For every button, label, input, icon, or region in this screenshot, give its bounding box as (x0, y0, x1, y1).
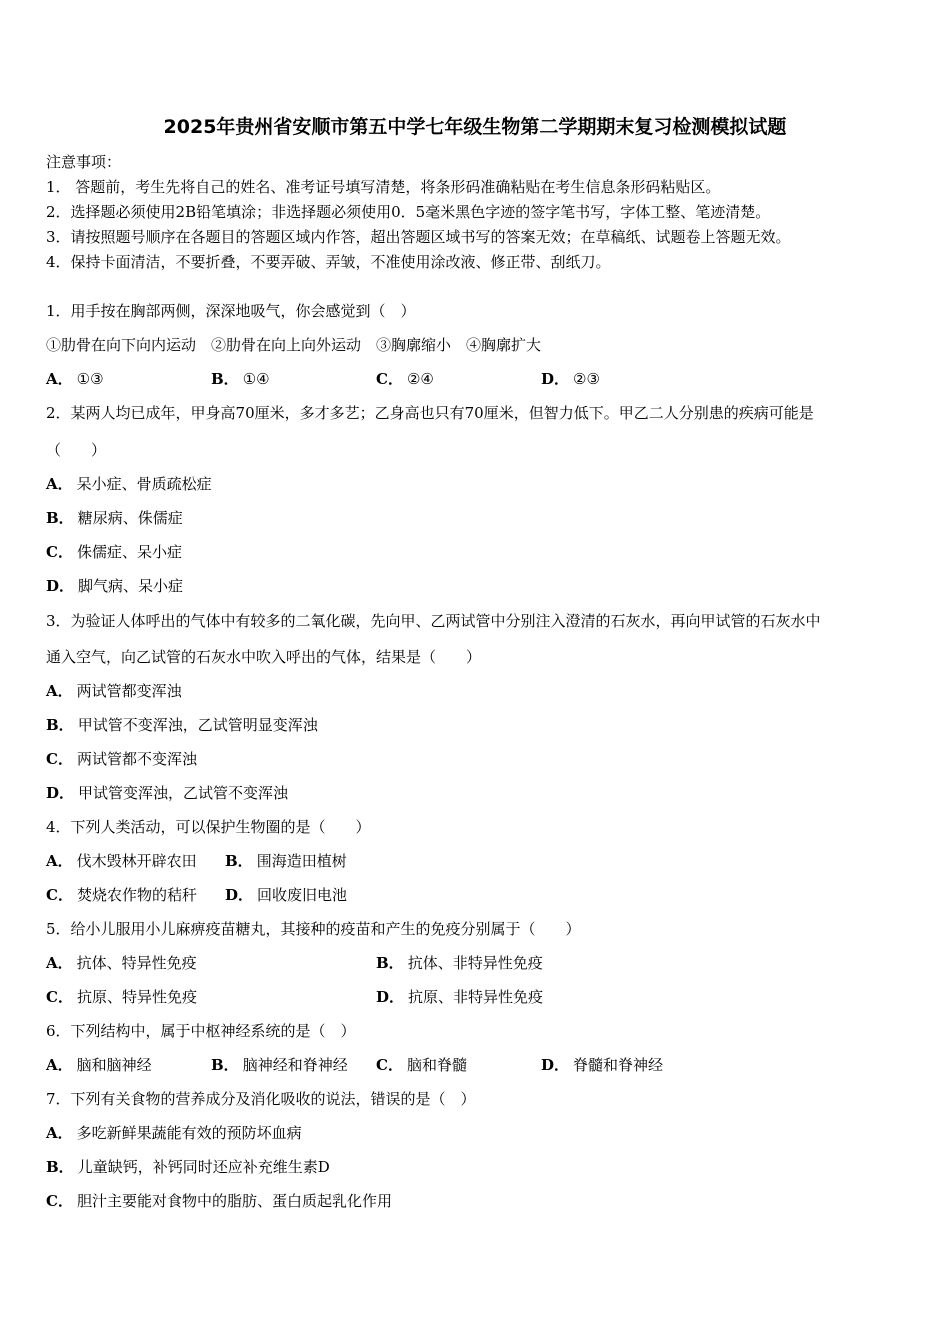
option-letter: A． (46, 682, 73, 700)
option-letter: C． (376, 1056, 403, 1074)
option-text: 侏儒症、呆小症 (76, 543, 182, 561)
question-stem: 3．为验证人体呼出的气体中有较多的二氧化碳，先向甲、乙两试管中分别注入澄清的石灰水，再向甲试管的石灰水中 (46, 612, 821, 630)
option-letter: C． (46, 886, 73, 904)
option-text: 脑和脑神经 (76, 1056, 152, 1074)
option-c (376, 1055, 467, 1075)
option-letter: B． (46, 716, 74, 734)
option-b (46, 715, 318, 735)
option-letter: B． (46, 1158, 74, 1176)
option-d (541, 369, 600, 389)
notice-item: 1． 答题前，考生先将自己的姓名、准考证号填写清楚，将条形码准确粘贴在考生信息条形码粘贴区。 (46, 178, 721, 196)
option-letter: B． (225, 852, 253, 870)
option-letter: D． (541, 1056, 570, 1074)
option-c (46, 749, 197, 769)
option-a (46, 681, 182, 701)
question-stem: 5．给小儿服用小儿麻痹疫苗糖丸，其接种的疫苗和产生的免疫分别属于（ ） (46, 920, 581, 938)
option-text: 伐木毁林开辟农田 (76, 852, 197, 870)
question-stem-cont: （ ） (46, 441, 107, 459)
question-stem: 4．下列人类活动，可以保护生物圈的是（ ） (46, 818, 371, 836)
option-text: 胆汁主要能对食物中的脂肪、蛋白质起乳化作用 (76, 1192, 392, 1210)
option-letter: D． (541, 370, 570, 388)
notice-heading: 注意事项： (46, 153, 122, 171)
option-text: 两试管都变浑浊 (76, 682, 182, 700)
option-text: ②④ (406, 370, 434, 388)
option-a (46, 1123, 302, 1143)
option-a (46, 369, 104, 389)
option-text: 脑和脊髓 (406, 1056, 467, 1074)
option-letter: A． (46, 852, 73, 870)
option-b (46, 508, 183, 528)
question-extra: ①肋骨在向下向内运动 ②肋骨在向上向外运动 ③胸廓缩小 ④胸廓扩大 (46, 336, 542, 354)
option-d (541, 1055, 663, 1075)
option-b (225, 851, 347, 871)
option-c (46, 885, 197, 905)
option-letter: D． (225, 886, 254, 904)
option-b (211, 1055, 348, 1075)
option-b (376, 953, 543, 973)
option-text: 甲试管变浑浊，乙试管不变浑浊 (78, 784, 289, 802)
notice-item: 2．选择题必须使用2B铅笔填涂；非选择题必须使用0．5毫米黑色字迹的签字笔书写，字体工整、笔迹清楚。 (46, 203, 771, 221)
option-text: 抗原、非特异性免疫 (408, 988, 544, 1006)
option-letter: B． (376, 954, 404, 972)
option-text: 呆小症、骨质疏松症 (76, 475, 212, 493)
option-text: 儿童缺钙，补钙同时还应补充维生素D (77, 1158, 330, 1176)
option-letter: A． (46, 1056, 73, 1074)
option-c (46, 1191, 392, 1211)
option-c (46, 987, 197, 1007)
option-a (46, 953, 197, 973)
option-a (46, 851, 197, 871)
option-text: 脊髓和脊神经 (573, 1056, 664, 1074)
option-text: 多吃新鲜果蔬能有效的预防坏血病 (76, 1124, 302, 1142)
notice-item: 4．保持卡面清洁，不要折叠，不要弄破、弄皱，不准使用涂改液、修正带、刮纸刀。 (46, 253, 611, 271)
option-text: 抗原、特异性免疫 (76, 988, 197, 1006)
option-letter: C． (376, 370, 403, 388)
option-d (46, 783, 288, 803)
option-text: ②③ (573, 370, 600, 388)
option-letter: B． (211, 370, 239, 388)
option-letter: D． (376, 988, 405, 1006)
option-text: 围海造田植树 (256, 852, 347, 870)
question-stem: 6．下列结构中，属于中枢神经系统的是（ ） (46, 1022, 356, 1040)
option-text: 脚气病、呆小症 (78, 577, 184, 595)
option-text: 糖尿病、侏儒症 (77, 509, 183, 527)
option-c (376, 369, 434, 389)
option-text: 脑神经和脊神经 (242, 1056, 348, 1074)
option-text: ①③ (76, 370, 104, 388)
option-d (376, 987, 543, 1007)
question-stem: 1．用手按在胸部两侧，深深地吸气，你会感觉到（ ） (46, 302, 416, 320)
page-title: 2025年贵州省安顺市第五中学七年级生物第二学期期末复习检测模拟试题 (163, 116, 787, 138)
option-text: 两试管都不变浑浊 (76, 750, 197, 768)
option-text: 抗体、特异性免疫 (76, 954, 197, 972)
option-letter: B． (211, 1056, 239, 1074)
option-d (225, 885, 347, 905)
option-letter: B． (46, 509, 74, 527)
option-text: 抗体、非特异性免疫 (407, 954, 543, 972)
option-letter: A． (46, 370, 73, 388)
option-text: 甲试管不变浑浊，乙试管明显变浑浊 (77, 716, 318, 734)
question-stem-cont: 通入空气，向乙试管的石灰水中吹入呼出的气体，结果是（ ） (46, 648, 482, 666)
option-letter: A． (46, 1124, 73, 1142)
option-letter: C． (46, 543, 73, 561)
option-d (46, 576, 183, 596)
option-c (46, 542, 182, 562)
option-text: 焚烧农作物的秸秆 (76, 886, 197, 904)
option-a (46, 1055, 152, 1075)
option-letter: A． (46, 475, 73, 493)
notice-item: 3．请按照题号顺序在各题目的答题区域内作答，超出答题区域书写的答案无效；在草稿纸、试题卷上答题无效。 (46, 228, 791, 246)
option-text: ①④ (242, 370, 270, 388)
option-b (211, 369, 270, 389)
option-letter: D． (46, 784, 75, 802)
option-letter: A． (46, 954, 73, 972)
option-letter: D． (46, 577, 75, 595)
option-b (46, 1157, 330, 1177)
option-letter: C． (46, 988, 73, 1006)
option-letter: C． (46, 750, 73, 768)
option-text: 回收废旧电池 (257, 886, 348, 904)
option-letter: C． (46, 1192, 73, 1210)
question-stem: 2．某两人均已成年，甲身高70厘米，多才多艺；乙身高也只有70厘米，但智力低下。甲乙二人分别患的疾病可能是 (46, 404, 814, 422)
option-a (46, 474, 212, 494)
question-stem: 7．下列有关食物的营养成分及消化吸收的说法，错误的是（ ） (46, 1090, 476, 1108)
